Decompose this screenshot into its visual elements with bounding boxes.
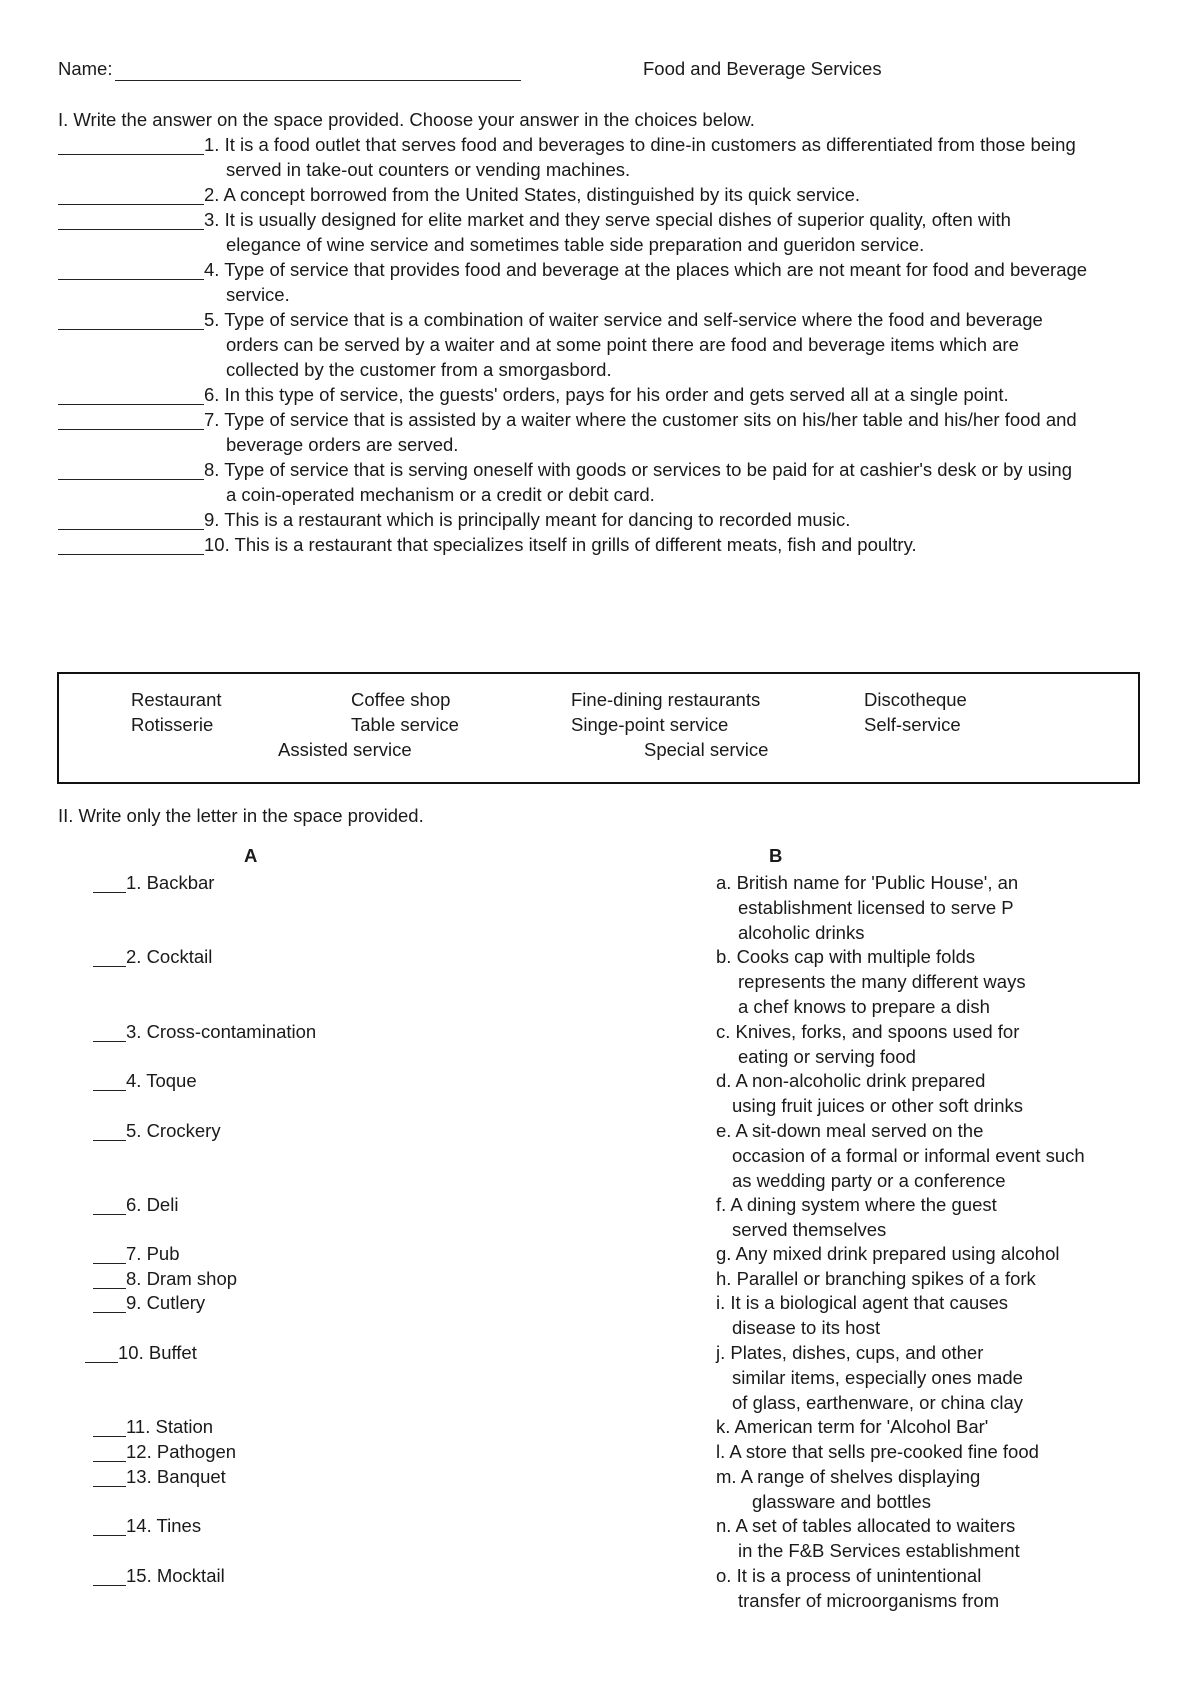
match-term bbox=[93, 944, 212, 969]
definition-text: i. It is a biological agent that causes bbox=[716, 1292, 1009, 1313]
name-field bbox=[58, 56, 521, 81]
letter-blank[interactable] bbox=[93, 1121, 126, 1141]
match-term-text: 3. Cross-contamination bbox=[126, 1021, 317, 1042]
definition-text-continuation: eating or serving food bbox=[738, 1046, 916, 1067]
choices-box bbox=[57, 672, 1140, 784]
question-text: 6. In this type of service, the guests' orders, pays for his order and gets served all at a single point. bbox=[204, 384, 1009, 405]
match-term-text: 2. Cocktail bbox=[126, 946, 213, 967]
question-item bbox=[58, 207, 1150, 232]
match-term bbox=[85, 1340, 197, 1365]
match-term-text: 9. Cutlery bbox=[126, 1292, 206, 1313]
definition-text: h. Parallel or branching spikes of a fork bbox=[716, 1268, 1036, 1289]
match-term-text: 13. Banquet bbox=[126, 1466, 226, 1487]
letter-blank[interactable] bbox=[93, 1269, 126, 1289]
answer-blank[interactable] bbox=[58, 135, 204, 155]
name-blank-line[interactable] bbox=[115, 58, 521, 81]
match-term bbox=[93, 870, 214, 895]
answer-blank[interactable] bbox=[58, 210, 204, 230]
choice-self-service: Self-service bbox=[864, 714, 961, 735]
definition-text-continuation: in the F&B Services establishment bbox=[738, 1540, 1020, 1561]
question-text: 7. Type of service that is assisted by a waiter where the customer sits on his/her table and his/her food and bbox=[204, 409, 1077, 430]
letter-blank[interactable] bbox=[93, 1022, 126, 1042]
answer-blank[interactable] bbox=[58, 385, 204, 405]
definition-text-continuation: establishment licensed to serve P bbox=[738, 897, 1014, 918]
choice-rotisserie: Rotisserie bbox=[131, 714, 214, 735]
answer-blank[interactable] bbox=[58, 535, 204, 555]
question-text-continuation: beverage orders are served. bbox=[226, 434, 459, 455]
definition-text: e. A sit-down meal served on the bbox=[716, 1120, 984, 1141]
match-term bbox=[93, 1118, 221, 1143]
definition-text-continuation: served themselves bbox=[732, 1219, 887, 1240]
answer-blank[interactable] bbox=[58, 510, 204, 530]
match-term-text: 6. Deli bbox=[126, 1194, 179, 1215]
definition-text: o. It is a process of unintentional bbox=[716, 1565, 982, 1586]
letter-blank[interactable] bbox=[93, 1293, 126, 1313]
definition-text-continuation: occasion of a formal or informal event such bbox=[732, 1145, 1085, 1166]
letter-blank[interactable] bbox=[85, 1343, 118, 1363]
match-definition bbox=[716, 1192, 997, 1242]
definition-text: k. American term for 'Alcohol Bar' bbox=[716, 1416, 989, 1437]
definition-text: c. Knives, forks, and spoons used for bbox=[716, 1021, 1020, 1042]
match-definition bbox=[716, 944, 1026, 1019]
column-a-heading: A bbox=[244, 845, 258, 866]
match-term-text: 11. Station bbox=[126, 1416, 214, 1437]
match-term-text: 5. Crockery bbox=[126, 1120, 221, 1141]
match-definition bbox=[716, 1513, 1020, 1563]
choice-discotheque: Discotheque bbox=[864, 689, 967, 710]
match-term-text: 8. Dram shop bbox=[126, 1268, 238, 1289]
match-term bbox=[93, 1563, 225, 1588]
match-term bbox=[93, 1439, 236, 1464]
choice-restaurant: Restaurant bbox=[131, 689, 222, 710]
letter-blank[interactable] bbox=[93, 1467, 126, 1487]
match-term-text: 7. Pub bbox=[126, 1243, 180, 1264]
question-item bbox=[58, 407, 1150, 432]
letter-blank[interactable] bbox=[93, 1417, 126, 1437]
match-term bbox=[93, 1266, 237, 1291]
question-item bbox=[58, 257, 1150, 282]
definition-text: f. A dining system where the guest bbox=[716, 1194, 997, 1215]
question-text: 4. Type of service that provides food and beverage at the places which are not meant for food and beverage bbox=[204, 259, 1088, 280]
choice-single-point-service: Singe-point service bbox=[571, 714, 729, 735]
match-term bbox=[93, 1068, 197, 1093]
match-definition bbox=[716, 1439, 1039, 1464]
match-term-text: 14. Tines bbox=[126, 1515, 202, 1536]
section-1-instruction: I. Write the answer on the space provided. Choose your answer in the choices below. bbox=[58, 109, 755, 130]
letter-blank[interactable] bbox=[93, 1566, 126, 1586]
question-item bbox=[58, 507, 1150, 532]
question-item bbox=[58, 382, 1150, 407]
definition-text-continuation: alcoholic drinks bbox=[738, 922, 865, 943]
answer-blank[interactable] bbox=[58, 410, 204, 430]
definition-text-continuation: of glass, earthenware, or china clay bbox=[732, 1392, 1024, 1413]
match-term bbox=[93, 1192, 178, 1217]
match-definition bbox=[716, 1068, 1023, 1118]
question-item bbox=[58, 532, 1150, 557]
match-definition bbox=[716, 1563, 999, 1613]
definition-text-continuation: similar items, especially ones made bbox=[732, 1367, 1023, 1388]
match-term-text: 10. Buffet bbox=[118, 1342, 197, 1363]
definition-text: m. A range of shelves displaying bbox=[716, 1466, 981, 1487]
match-term bbox=[93, 1414, 213, 1439]
document-title: Food and Beverage Services bbox=[643, 58, 882, 79]
letter-blank[interactable] bbox=[93, 873, 126, 893]
letter-blank[interactable] bbox=[93, 1442, 126, 1462]
answer-blank[interactable] bbox=[58, 310, 204, 330]
definition-text-continuation: glassware and bottles bbox=[752, 1491, 931, 1512]
answer-blank[interactable] bbox=[58, 260, 204, 280]
match-term bbox=[93, 1241, 180, 1266]
letter-blank[interactable] bbox=[93, 1244, 126, 1264]
match-definition bbox=[716, 1019, 1019, 1069]
question-text: 9. This is a restaurant which is principally meant for dancing to recorded music. bbox=[204, 509, 851, 530]
question-text-continuation: orders can be served by a waiter and at some point there are food and beverage items which are bbox=[226, 334, 1019, 355]
match-definition bbox=[716, 1266, 1036, 1291]
definition-text: l. A store that sells pre-cooked fine food bbox=[716, 1441, 1039, 1462]
question-text-continuation: service. bbox=[226, 284, 290, 305]
match-term-text: 1. Backbar bbox=[126, 872, 215, 893]
choice-fine-dining: Fine-dining restaurants bbox=[571, 689, 761, 710]
match-term bbox=[93, 1513, 201, 1538]
question-text: 8. Type of service that is serving oneself with goods or services to be paid for at cashier's desk or by using bbox=[204, 459, 1072, 480]
definition-text-continuation: transfer of microorganisms from bbox=[738, 1590, 1000, 1611]
choice-special-service: Special service bbox=[644, 739, 769, 760]
match-definition bbox=[716, 1241, 1059, 1266]
match-term-text: 15. Mocktail bbox=[126, 1565, 225, 1586]
match-term-text: 4. Toque bbox=[126, 1070, 197, 1091]
question-item bbox=[58, 307, 1150, 332]
letter-blank[interactable] bbox=[93, 1516, 126, 1536]
question-text: 1. It is a food outlet that serves food and beverages to dine-in customers as differentiated from those being bbox=[204, 134, 1076, 155]
match-term bbox=[93, 1290, 205, 1315]
choice-assisted-service: Assisted service bbox=[278, 739, 412, 760]
question-item bbox=[58, 132, 1150, 157]
definition-text-continuation: a chef knows to prepare a dish bbox=[738, 996, 990, 1017]
letter-blank[interactable] bbox=[93, 1071, 126, 1091]
letter-blank[interactable] bbox=[93, 1195, 126, 1215]
question-item bbox=[58, 457, 1150, 482]
section-1 bbox=[58, 107, 1150, 557]
question-text: 5. Type of service that is a combination of waiter service and self-service where the food and beverage bbox=[204, 309, 1043, 330]
answer-blank[interactable] bbox=[58, 185, 204, 205]
question-text: 2. A concept borrowed from the United States, distinguished by its quick service. bbox=[204, 184, 861, 205]
name-label: Name: bbox=[58, 58, 113, 79]
match-definition bbox=[716, 870, 1018, 945]
question-text-continuation: collected by the customer from a smorgasbord. bbox=[226, 359, 612, 380]
section-2-instruction: II. Write only the letter in the space provided. bbox=[58, 805, 424, 826]
match-definition bbox=[716, 1340, 1023, 1415]
match-definition bbox=[716, 1464, 980, 1514]
definition-text: d. A non-alcoholic drink prepared bbox=[716, 1070, 986, 1091]
choice-table-service: Table service bbox=[351, 714, 459, 735]
match-definition bbox=[716, 1414, 988, 1439]
question-text-continuation: served in take-out counters or vending machines. bbox=[226, 159, 631, 180]
match-definition bbox=[716, 1118, 1085, 1193]
question-item bbox=[58, 182, 1150, 207]
choice-coffee-shop: Coffee shop bbox=[351, 689, 451, 710]
question-text: 10. This is a restaurant that specializes itself in grills of different meats, fish and poultry. bbox=[204, 534, 917, 555]
section-1-items bbox=[58, 132, 1150, 557]
question-text-continuation: elegance of wine service and sometimes table side preparation and gueridon service. bbox=[226, 234, 925, 255]
definition-text: a. British name for 'Public House', an bbox=[716, 872, 1019, 893]
match-term bbox=[93, 1464, 226, 1489]
question-text-continuation: a coin-operated mechanism or a credit or debit card. bbox=[226, 484, 655, 505]
answer-blank[interactable] bbox=[58, 460, 204, 480]
definition-text-continuation: represents the many different ways bbox=[738, 971, 1026, 992]
letter-blank[interactable] bbox=[93, 947, 126, 967]
definition-text-continuation: using fruit juices or other soft drinks bbox=[732, 1095, 1023, 1116]
match-term-text: 12. Pathogen bbox=[126, 1441, 237, 1462]
question-text: 3. It is usually designed for elite market and they serve special dishes of superior quality, often with bbox=[204, 209, 1011, 230]
column-b-heading: B bbox=[769, 845, 783, 866]
definition-text-continuation: as wedding party or a conference bbox=[732, 1170, 1006, 1191]
definition-text: g. Any mixed drink prepared using alcohol bbox=[716, 1243, 1060, 1264]
definition-text: b. Cooks cap with multiple folds bbox=[716, 946, 976, 967]
match-term bbox=[93, 1019, 316, 1044]
definition-text: n. A set of tables allocated to waiters bbox=[716, 1515, 1016, 1536]
definition-text: j. Plates, dishes, cups, and other bbox=[716, 1342, 984, 1363]
match-definition bbox=[716, 1290, 1008, 1340]
definition-text-continuation: disease to its host bbox=[732, 1317, 881, 1338]
